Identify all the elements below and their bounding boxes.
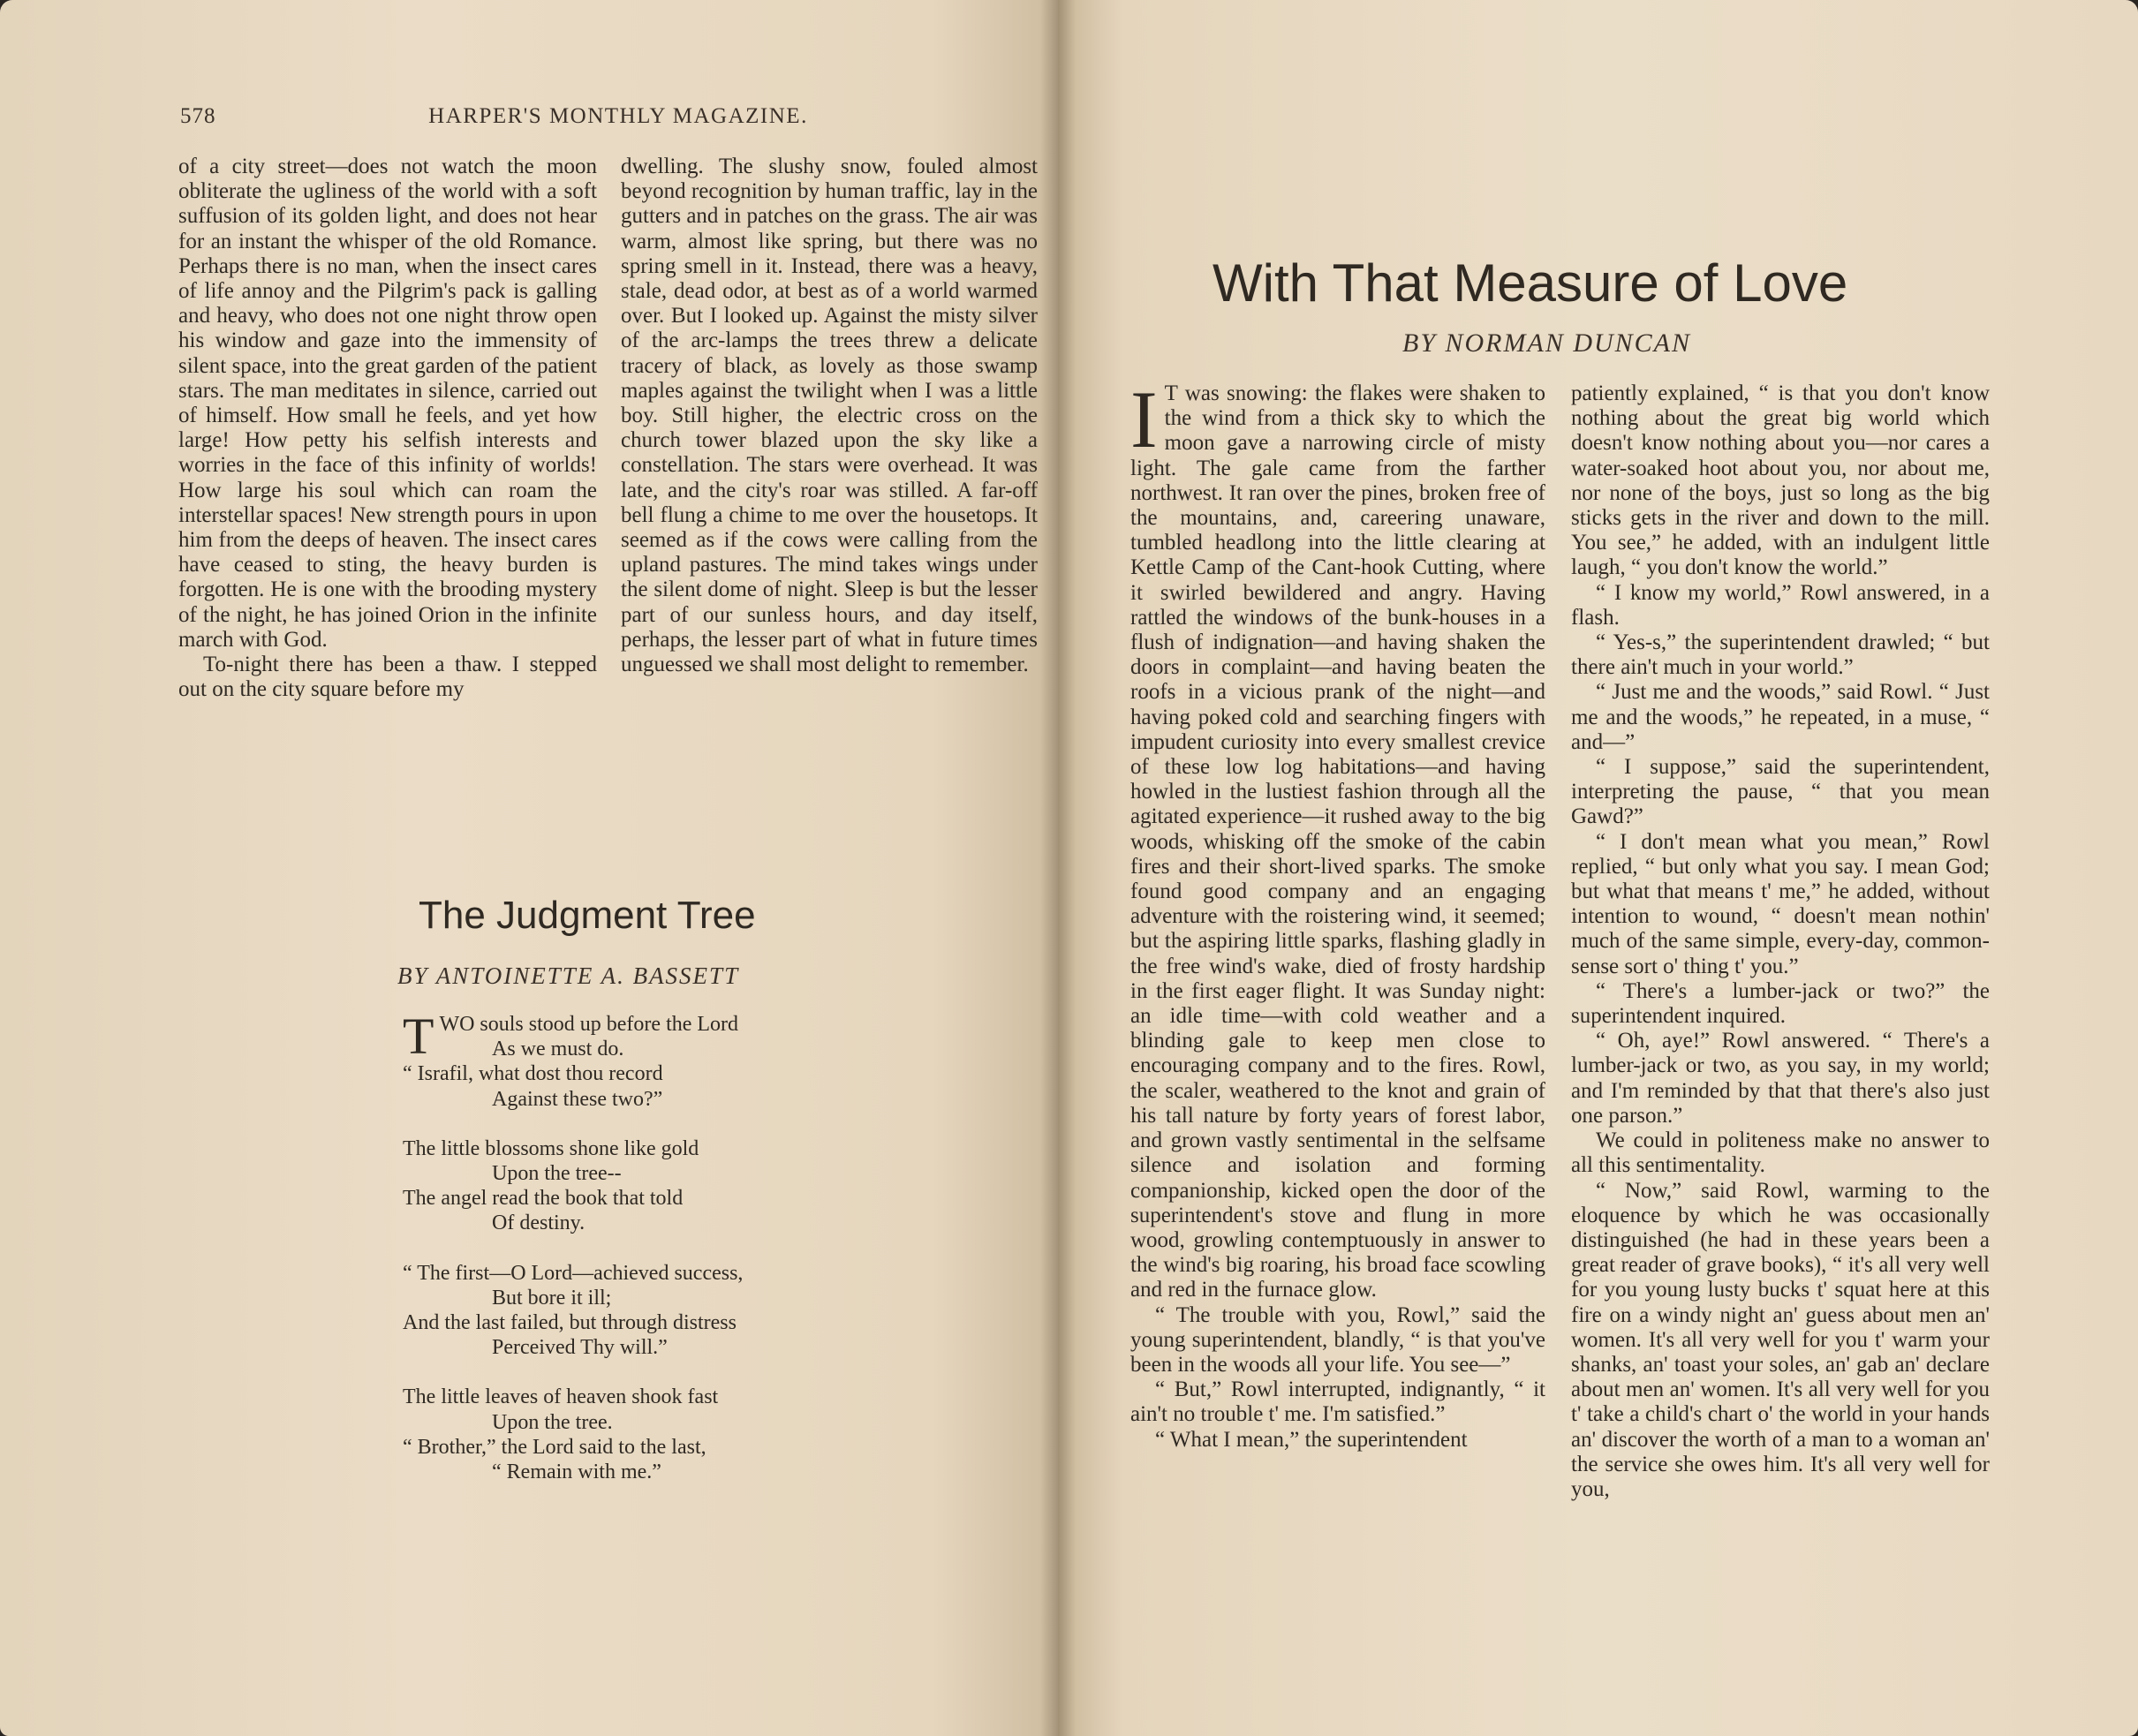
- story-paragraph: “ The trouble with you, Rowl,” said the young superintendent, blandly, “ is that you've been in the woods all your life. You see—”: [1130, 1302, 1545, 1377]
- left-page: [0, 0, 1058, 1736]
- drop-cap: T: [403, 1008, 434, 1065]
- poem-line: And the last failed, but through distress: [403, 1311, 737, 1335]
- poem-line: Upon the tree.: [492, 1410, 613, 1434]
- essay-paragraph: dwelling. The slushy snow, fouled almost beyond recognition by human traffic, lay in the gutters and in patches on the grass. The air was warm, almost like spring, but there was no spring smell in it. Instead, there was a heavy, stale, dead odor, at best as of a world warmed over. But I looked up. Against the misty silver of the arc-lamps the trees threw a delicate tracery of black, as lovely as those swamp maples against the twilight when I was a little boy. Still higher, the electric cross on the church tower blazed upon the sky like a constellation. The stars were overhead. It was late, and the city's roar was stilled. A far-off bell flung a chime to me over the housetops. It seemed as if the cows were calling from the upland pastures. The mind takes wings under the silent dome of night. Sleep is but the lesser part of our sunless hours, and day itself, perhaps, the lesser part of what in future times unguessed we shall most delight to remember.: [621, 155, 1038, 677]
- book-gutter: [1040, 0, 1076, 1736]
- story-paragraph: We could in politeness make no answer to all this sentimentality.: [1571, 1128, 1990, 1178]
- poem-line: Perceived Thy will.”: [492, 1336, 668, 1360]
- story-byline: BY NORMAN DUNCAN: [1402, 328, 1692, 358]
- poem-stanza: [403, 1037, 743, 1112]
- story-paragraph: “ Oh, aye!” Rowl answered. “ There's a lumber-jack or two, as you say, in my world; and I'm reminded by that that there's also just one parson.”: [1571, 1029, 1990, 1128]
- story-paragraph: I T was snowing: the flakes were shaken to the wind from a thick sky to which the moon gave a narrowing circle of misty light. The gale came from the farther northwest. It ran over the pines, broken free of the mountains, and, careering unaware, tumbled headlong into the little clearing at Kettle Camp of the Cant-hook Cutting, where it swirled bewildered and angry. Having rattled the windows of the bunk-houses in a flush of indignation—and having shaken the doors in complaint—and having beaten the roofs in a vicious prank of the night—and having poked cold and searching fingers with impudent curiosity into every smallest crevice of these low log habitations—and having howled in the lustiest fashion through all the agitated experience—it rushed away to the big woods, whisking off the smoke of the cabin fires and their short-lived sparks. The smoke found good company and an engaging adventure with the roistering wind, it seemed; but the aspiring little sparks, flashing gladly in the free wind's wake, died of frosty hardship in the first eager flight. It was Sunday night: an idle time—with cold weather and a blinding gale to keep men close to encouraging company and to the fires. Rowl, the scaler, weathered to the knot and grain of his tall nature by forty years of forest labor, and grown vastly sentimental in the selfsame silence and isolation and forming companionship, kicked open the door of the superintendent's stove and flung in more wood, growling contemptuously in answer to the wind's big roaring, his broad face scowling and red in the furnace glow.: [1130, 374, 1545, 1302]
- drop-cap: I: [1130, 374, 1158, 464]
- poem-line: The little leaves of heaven shook fast: [403, 1385, 719, 1409]
- running-header: HARPER'S MONTHLY MAGAZINE.: [428, 104, 808, 128]
- essay-paragraph: To-night there has been a thaw. I stepped out on the city square before my: [178, 653, 597, 702]
- page-number: 578: [180, 104, 216, 128]
- poem-stanza: [403, 1261, 743, 1361]
- right-page: [1058, 0, 2138, 1736]
- story-paragraph: patiently explained, “ is that you don't know nothing about the great big world which doesn't know nothing about you—nor cares a water-soaked hoot about you, nor about me, nor none of the boys, just so long as the big sticks gets in the river and down to the mill. You see,” he added, with an indulgent little laugh, “ you don't know the world.”: [1571, 381, 1990, 580]
- poem-stanza: [403, 1136, 743, 1236]
- poem-title: The Judgment Tree: [419, 894, 756, 937]
- poem-line: The angel read the book that told: [403, 1187, 684, 1211]
- story-title: With That Measure of Love: [1213, 253, 1848, 313]
- poem-line: Against these two?”: [492, 1087, 663, 1111]
- story-paragraph: “ Just me and the woods,” said Rowl. “ Just me and the woods,” he repeated, in a muse, “ and—”: [1571, 680, 1990, 754]
- essay-paragraph: of a city street—does not watch the moon obliterate the ugliness of the world with a soft suffusion of its golden light, and does not hear for an instant the whisper of the old Romance. Perhaps there is no man, when the insect cares of life annoy and the Pilgrim's pack is galling and heavy, who does not one night throw open his window and gaze into the immensity of silent space, into the great garden of the patient stars. The man meditates in silence, carried out of himself. How small he feels, and yet how large! How petty his selfish interests and worries in the face of this infinity of worlds! How large his soul which can roam the interstellar spaces! New strength pours in upon him from the deeps of heaven. The insect cares have ceased to sting, the heavy burden is forgotten. He is one with the brooding mystery of the night, he has joined Orion in the infinite march with God.: [178, 155, 597, 652]
- story-paragraph: “ I know my world,” Rowl answered, in a flash.: [1571, 580, 1990, 630]
- story-column-2: [1571, 381, 1990, 1502]
- story-paragraph: “ But,” Rowl interrupted, indignantly, “ it ain't no trouble t' me. I'm satisfied.”: [1130, 1377, 1545, 1427]
- poem-first-line: TWO souls stood up before the Lord: [403, 1008, 739, 1065]
- story-paragraph: “ Now,” said Rowl, warming to the eloquence by which he was occasionally distinguished (he had in these years been a great reader of grave books), “ it's all very well for you young lusty bucks t' squat here at this fire on a windy night an' guess about men an' women. It's all very well for you t' warm your shanks, an' toast your soles, an' gab an' declare about men an' women. It's all very well for you t' take a child's chart o' the world in your hands an' discover the worth of a man to a woman an' the service she owes him. It's all very well for you,: [1571, 1178, 1990, 1501]
- poem-line: As we must do.: [492, 1038, 624, 1061]
- poem-line: “ The first—O Lord—achieved success,: [403, 1261, 744, 1285]
- poem-line: The little blossoms shone like gold: [403, 1136, 699, 1160]
- poem-line: But bore it ill;: [492, 1286, 612, 1310]
- essay-column-1: [178, 155, 597, 702]
- story-paragraph: “ What I mean,” the superintendent: [1155, 1427, 1468, 1452]
- poem-line: “ Remain with me.”: [492, 1461, 661, 1484]
- poem-line: Of destiny.: [492, 1211, 585, 1235]
- poem-byline: BY ANTOINETTE A. BASSETT: [397, 962, 740, 989]
- poem-stanza: [403, 1385, 743, 1484]
- story-paragraph: “ There's a lumber-jack or two?” the superintendent inquired.: [1571, 978, 1990, 1029]
- poem: [403, 1008, 744, 1509]
- story-paragraph: “ Yes-s,” the superintendent drawled; “ but there ain't much in your world.”: [1571, 630, 1990, 680]
- essay-column-2: [621, 155, 1038, 677]
- poem-line: Upon the tree--: [492, 1162, 622, 1186]
- story-column-1: [1130, 374, 1545, 1453]
- story-paragraph: “ I don't mean what you mean,” Rowl replied, “ but only what you say. I mean God; but what that means t' me,” he added, without intention to wound, “ doesn't mean nothin' much of the same simple, every-day, common-sense sort o' thing t' you.”: [1571, 829, 1990, 978]
- story-paragraph: “ I suppose,” said the superintendent, interpreting the pause, “ that you mean Gawd?”: [1571, 755, 1990, 829]
- poem-line: “ Israfil, what dost thou record: [403, 1062, 663, 1086]
- poem-line: “ Brother,” the Lord said to the last,: [403, 1435, 706, 1459]
